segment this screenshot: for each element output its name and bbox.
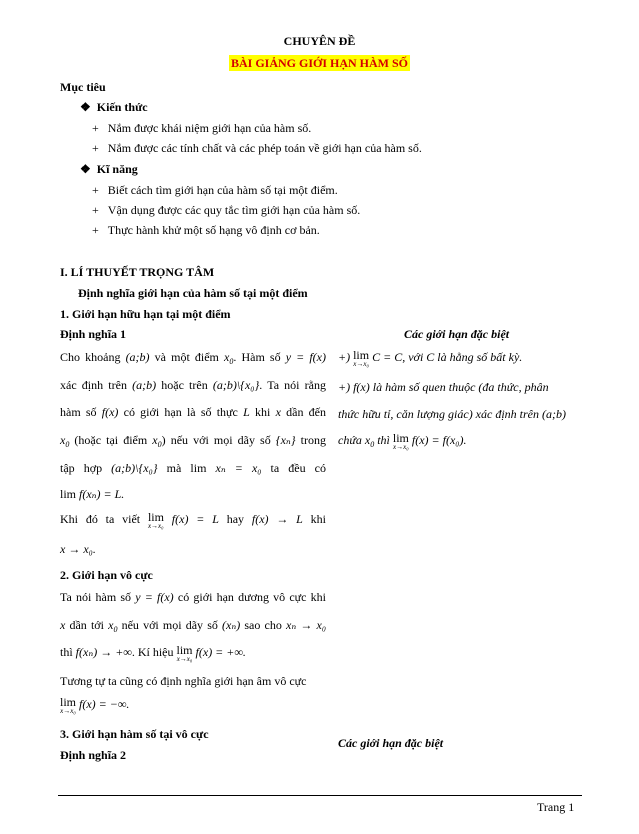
diamond-icon: ❖ — [80, 162, 91, 176]
skills-item-1: Biết cách tìm giới hạn của hàm số tại một điểm. — [107, 183, 338, 197]
page-title — [0, 56, 639, 71]
list-item — [92, 183, 338, 198]
section3-heading: 3. Giới hạn hàm số tại vô cực — [60, 727, 209, 741]
def1-line4: $x_0$ (hoặc tại điểm $x_0$) nếu với mọi dãy số {xₙ} trong — [60, 433, 326, 449]
special-heading-2: Các giới hạn đặc biệt — [338, 736, 444, 750]
list-item — [92, 141, 422, 156]
special-line3: thức hữu tỉ, căn lượng giác) xác định trên (a;b) — [338, 407, 566, 421]
def1-line3: hàm số f(x) có giới hạn là số thực L khi x dần đến — [60, 405, 326, 419]
plus-icon: + — [92, 183, 99, 197]
def1-line5: tập hợp (a;b)\{x₀} mà lim xₙ = x₀ ta đều có — [60, 461, 327, 475]
theory-subheading: Định nghĩa giới hạn của hàm số tại một điểm — [78, 286, 308, 300]
special-line1: +) lim x→x₀ C = C, với C là hằng số bất kỳ. — [338, 348, 523, 368]
list-item — [92, 203, 360, 218]
diamond-icon: ❖ — [80, 100, 91, 114]
plus-icon: + — [92, 223, 99, 237]
plus-icon: + — [92, 121, 99, 135]
knowledge-label: Kiến thức — [96, 100, 148, 114]
s2-line5: lim x→x₀ f(x) = −∞. — [60, 695, 130, 715]
skills-item-3: Thực hành khử một số hạng vô định cơ bản. — [107, 223, 320, 237]
definition1-label: Định nghĩa 1 — [60, 327, 127, 341]
section2-heading: 2. Giới hạn vô cực — [60, 568, 153, 582]
def1-line8: x → x₀. — [60, 542, 96, 556]
def1-line2: xác định trên (a;b) hoặc trên (a;b)\{x₀}. Ta nói rằng — [60, 378, 326, 392]
def1-line1: Cho khoảng (a;b) và một điểm $x_0$. Hàm số y = f(x) — [60, 350, 326, 366]
s2-line2: x dần tới $x_0$ nếu với mọi dãy số (xₙ) sao cho xₙ → x₀ — [60, 618, 327, 634]
page-title-text: BÀI GIẢNG GIỚI HẠN HÀM SỐ — [230, 56, 409, 70]
knowledge-item-1: Nắm được khái niệm giới hạn của hàm số. — [107, 121, 312, 135]
knowledge-item-2: Nắm được các tính chất và các phép toán về giới hạn của hàm số. — [107, 141, 422, 155]
objectives-heading: Mục tiêu — [60, 80, 106, 94]
skills-label: Kĩ năng — [96, 162, 138, 176]
list-item — [92, 223, 320, 238]
plus-icon: + — [92, 141, 99, 155]
s2-line3: thì f(xₙ) → +∞. Kí hiệu lim x→x₀ f(x) = +∞. — [60, 643, 246, 663]
plus-icon: + — [92, 203, 99, 217]
s2-line1: Ta nói hàm số y = f(x) có giới hạn dương vô cực khi — [60, 590, 326, 604]
topic-label: CHUYÊN ĐỀ — [283, 34, 356, 48]
def1-line7: Khi đó ta viết lim x→x₀ f(x) = L hay f(x) → L khi — [60, 510, 327, 530]
knowledge-heading — [80, 100, 148, 115]
list-item — [92, 121, 311, 136]
section1-heading: 1. Giới hạn hữu hạn tại một điểm — [60, 307, 231, 321]
special-line2: +) f(x) là hàm số quen thuộc (đa thức, phân — [338, 380, 549, 394]
def1-line6: lim f(xₙ) = L. — [60, 487, 125, 501]
special-line4: chứa $x_0$ thì lim x→x₀ f(x) = f(x₀). — [338, 431, 467, 451]
s2-line4: Tương tự ta cũng có định nghĩa giới hạn âm vô cực — [60, 674, 307, 688]
definition2-label: Định nghĩa 2 — [60, 748, 127, 762]
skills-item-2: Vận dụng được các quy tắc tìm giới hạn của hàm số. — [107, 203, 361, 217]
theory-heading: I. LÍ THUYẾT TRỌNG TÂM — [60, 265, 215, 279]
special-heading: Các giới hạn đặc biệt — [404, 327, 510, 341]
footer-divider — [58, 795, 582, 796]
skills-heading — [80, 162, 138, 177]
page-number: Trang 1 — [537, 800, 575, 814]
